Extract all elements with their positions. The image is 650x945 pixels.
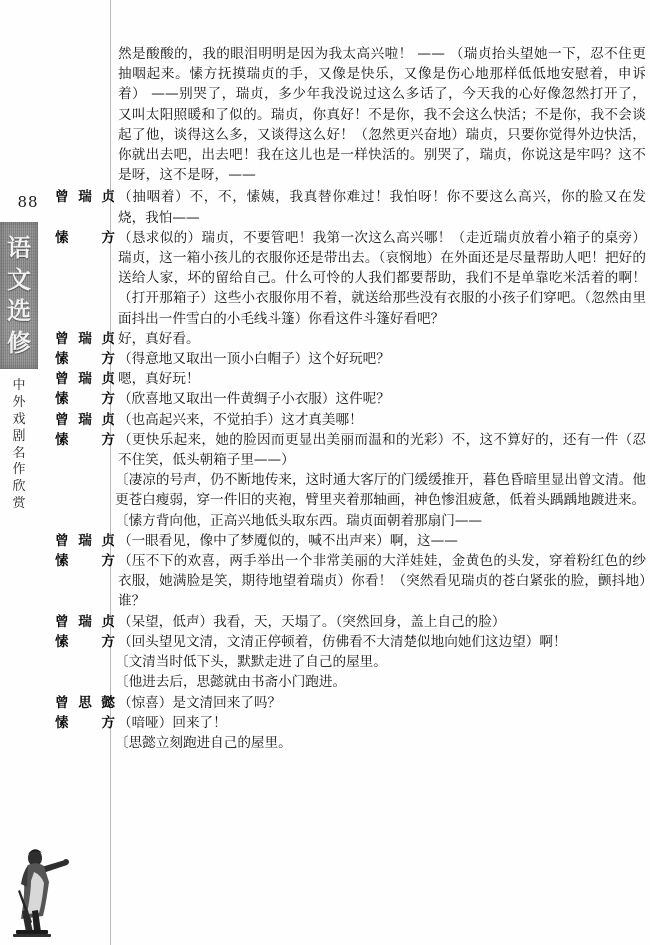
running-title-banner xyxy=(0,222,38,369)
speaker-name: 曾瑞贞 xyxy=(55,330,115,347)
speech-text: （喑哑）回来了！ xyxy=(118,714,227,731)
speech-text: （惊喜）是文清回来了吗？ xyxy=(118,694,282,711)
speech-text: 〔愫方背向他，正高兴地低头取东西。瑞贞面朝着那扇门—— xyxy=(115,512,483,529)
dialogue-line xyxy=(55,369,646,389)
speaker-name: 愫 方 xyxy=(55,431,115,448)
speaker-name: 曾瑞贞 xyxy=(55,532,115,549)
running-title-char: 修 xyxy=(7,328,31,358)
page-text-block xyxy=(55,44,646,753)
speech-text: （一眼看见，像中了梦魇似的，喊不出声来）啊，这—— xyxy=(118,532,458,549)
speech-text: （更快乐起来，她的脸因而更显出美丽而温和的光彩）不，这不算好的，还有一件（忍不住笑，低头朝箱子里——） xyxy=(118,431,646,469)
page-number: 88 xyxy=(17,193,39,211)
running-title-text xyxy=(0,222,38,369)
speech-text: 嗯，真好玩！ xyxy=(118,371,200,388)
speech-text: （抽咽着）不，不，愫姨，我真替你难过！我怕呀！你不要这么高兴，你的脸又在发烧，我怕—— xyxy=(118,189,646,226)
dialogue-line xyxy=(55,713,646,733)
speaker-name: 曾瑞贞 xyxy=(55,613,115,630)
dialogue-line xyxy=(55,693,646,713)
speech-text: 〔凄凉的号声，仍不断地传来，这时通大客厅的门缓缓推开，暮色昏暗里显出曾文清。他更苍白瘦弱，穿一件旧的夹袍，臂里夹着那轴画，神色惨沮疲惫，低着头踽踽地踱进来。 xyxy=(115,472,646,509)
speech-text: （也高起兴来，不觉拍手）这才真美哪！ xyxy=(118,411,363,428)
dialogue-line xyxy=(55,187,646,227)
dialogue-line xyxy=(115,652,646,672)
series-title-char: 赏 xyxy=(12,496,26,512)
dialogue-line xyxy=(55,389,646,409)
statue-illustration xyxy=(8,838,72,938)
running-title-char: 选 xyxy=(7,296,31,326)
speaker-name: 愫 方 xyxy=(55,633,115,650)
speech-text: （呆望，低声）我看，天，天塌了。（突然回身，盖上自己的脸） xyxy=(118,613,506,630)
speaker-name: 愫 方 xyxy=(55,391,115,408)
speech-text: （欣喜地又取出一件黄绸子小衣服）这件呢？ xyxy=(118,391,390,408)
speech-text: （得意地又取出一顶小白帽子）这个好玩吧？ xyxy=(118,351,390,368)
speech-text: （压不下的欢喜，两手举出一个非常美丽的大洋娃娃，金黄色的头发，穿着粉红色的纱衣服，她满脸是笑，期待地望着瑞贞）你看！（突然看见瑞贞的苍白紧张的脸，颤抖地）谁？ xyxy=(118,553,646,610)
running-title-char: 语 xyxy=(7,232,31,262)
speaker-name: 曾瑞贞 xyxy=(55,189,115,206)
series-title-char: 剧 xyxy=(12,428,26,444)
series-title-text xyxy=(0,378,38,583)
dialogue-line xyxy=(55,531,646,551)
speech-text: （恳求似的）瑞贞，不要管吧！我第一次这么高兴哪！（走近瑞贞放着小箱子的桌旁）瑞贞，这一箱小孩儿的衣服你还是带出去。（哀悯地）在外面还是尽量帮助人吧！把好的送给人家，坏的留给自己。什么可怜的人我们都要帮助，我们不是单靠吃米活着的啊！（打开那箱子）这些小衣服你用不着，就送给那些没有衣服的小孩子们穿吧。（忽然由里面抖出一件雪白的小毛线斗篷）你看这件斗篷好看吧？ xyxy=(118,229,646,327)
dialogue-line xyxy=(55,410,646,430)
speaker-name: 愫 方 xyxy=(55,714,115,731)
series-title-char: 戏 xyxy=(12,411,26,427)
series-title-char: 名 xyxy=(12,445,26,461)
speech-text: 〔思懿立刻跑进自己的屋里。 xyxy=(115,734,292,751)
opening-paragraph: 然是酸酸的，我的眼泪明明是因为我太高兴啦！ —— （瑞贞抬头望她一下，忍不住更抽咽起来。愫方抚摸瑞贞的手，又像是快乐，又像是伤心地那样低低地安慰着，申诉着） ——别哭了，瑞贞，多少年我没说过这么多话了，今天我的心好像忽然打开了，又叫太阳照暖和了似的。瑞贞，你真好！不是你，我不会这么快活；不是你，我不会谈起了他，谈得这么多，又谈得这么好！（忽然更兴奋地）瑞贞，只要你觉得外边快活，你就出去吧，出去吧！我在这儿也是一样快活的。别哭了，瑞贞，你说这是牢吗？这不是呀，这不是呀，—— xyxy=(118,46,646,184)
running-title-char: 文 xyxy=(7,264,31,294)
series-title-char: 外 xyxy=(12,394,26,410)
speech-text: 好，真好看。 xyxy=(118,330,200,347)
speaker-name: 愫 方 xyxy=(55,351,115,368)
speech-text: 〔文清当时低下头，默默走进了自己的屋里。 xyxy=(115,654,387,671)
margin-divider-rule xyxy=(110,0,111,945)
dialogue-line xyxy=(55,551,646,612)
speaker-name: 曾瑞贞 xyxy=(55,371,115,388)
dialogue-line xyxy=(115,733,646,753)
page-left-margin xyxy=(0,0,111,945)
dialogue-line xyxy=(55,632,646,652)
dialogue-line xyxy=(115,672,646,692)
speech-text: 〔他进去后，思懿就由书斋小门跑进。 xyxy=(115,674,347,691)
dialogue-line xyxy=(55,612,646,632)
speaker-name: 愫 方 xyxy=(55,229,115,246)
series-title-char: 欣 xyxy=(12,479,26,495)
speaker-name: 曾瑞贞 xyxy=(55,411,115,428)
speaker-name: 愫 方 xyxy=(55,553,115,570)
dialogue-line xyxy=(55,228,646,329)
speaker-name: 曾思懿 xyxy=(55,694,115,711)
series-title-char: 作 xyxy=(12,462,26,478)
series-title-char: 中 xyxy=(12,378,26,393)
dialogue-line xyxy=(55,329,646,349)
dialogue-line xyxy=(115,470,646,510)
speech-text: （回头望见文清，文清正停顿着，仿佛看不大清楚似地向她们这边望）啊！ xyxy=(118,633,567,650)
dialogue-list xyxy=(55,187,646,753)
dialogue-line xyxy=(55,349,646,369)
dialogue-line xyxy=(115,511,646,531)
dialogue-line xyxy=(55,430,646,470)
